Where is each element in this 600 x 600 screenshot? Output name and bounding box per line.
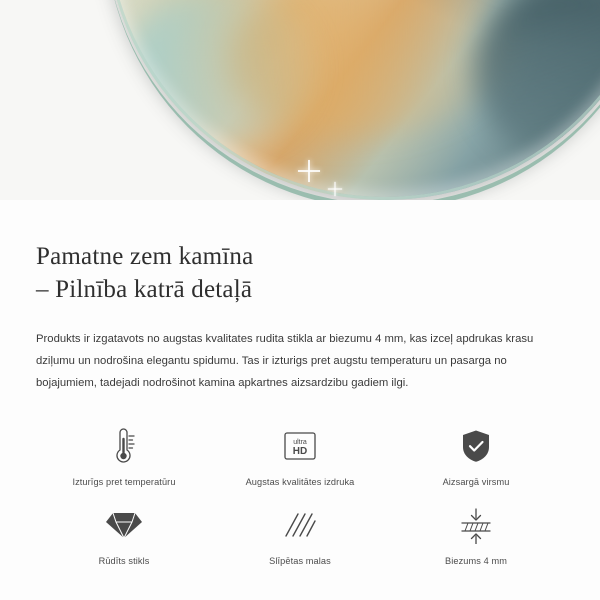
marble-glass-disc-image	[105, 0, 600, 200]
feature-label: Augstas kvalitātes izdruka	[245, 477, 355, 488]
content-section	[0, 240, 600, 566]
headline-line-2: – Pilnība katrā detaļā	[36, 276, 253, 303]
feature-item-thickness	[388, 503, 564, 566]
diamond-icon	[105, 503, 143, 547]
feature-label: Slīpētas malas	[269, 556, 331, 567]
feature-label: Aizsargā virsmu	[442, 477, 510, 488]
hero-image-section	[0, 0, 600, 200]
headline-line-1: Pamatne zem kamīna	[36, 243, 254, 270]
shield-check-icon	[459, 424, 493, 468]
ultra-hd-icon	[281, 424, 319, 468]
polished-edges-icon	[282, 503, 318, 547]
feature-item-surface-protection	[388, 424, 564, 487]
feature-grid	[36, 424, 564, 566]
feature-item-temperature	[36, 424, 212, 487]
svg-text:HD: HD	[292, 446, 308, 458]
thickness-icon	[458, 503, 494, 547]
product-description-text: Produkts ir izgatavots no augstas kvalitates rudita stikla ar biezumu 4 mm, kas izceļ apdrukas krasu dziļumu un nodrošina elegantu spidumu. Tas ir izturigs pret augstu temperaturu un pasarga no bojajumiem, tadejadi nodrošinot kamina apkartnes aizsardzibu gadiem ilgi.	[36, 333, 534, 390]
feature-item-print-quality	[212, 424, 388, 487]
feature-label: Rūdīts stikls	[98, 556, 150, 567]
page-title	[36, 240, 564, 306]
marble-swirl-teal-bottom-right	[475, 0, 600, 166]
feature-item-tempered-glass	[36, 503, 212, 566]
feature-label: Izturīgs pret temperatūru	[72, 477, 176, 488]
svg-text:ultra: ultra	[293, 439, 307, 447]
feature-label: Biezums 4 mm	[445, 556, 507, 567]
thermometer-icon	[107, 424, 141, 468]
feature-item-polished-edges	[212, 503, 388, 566]
